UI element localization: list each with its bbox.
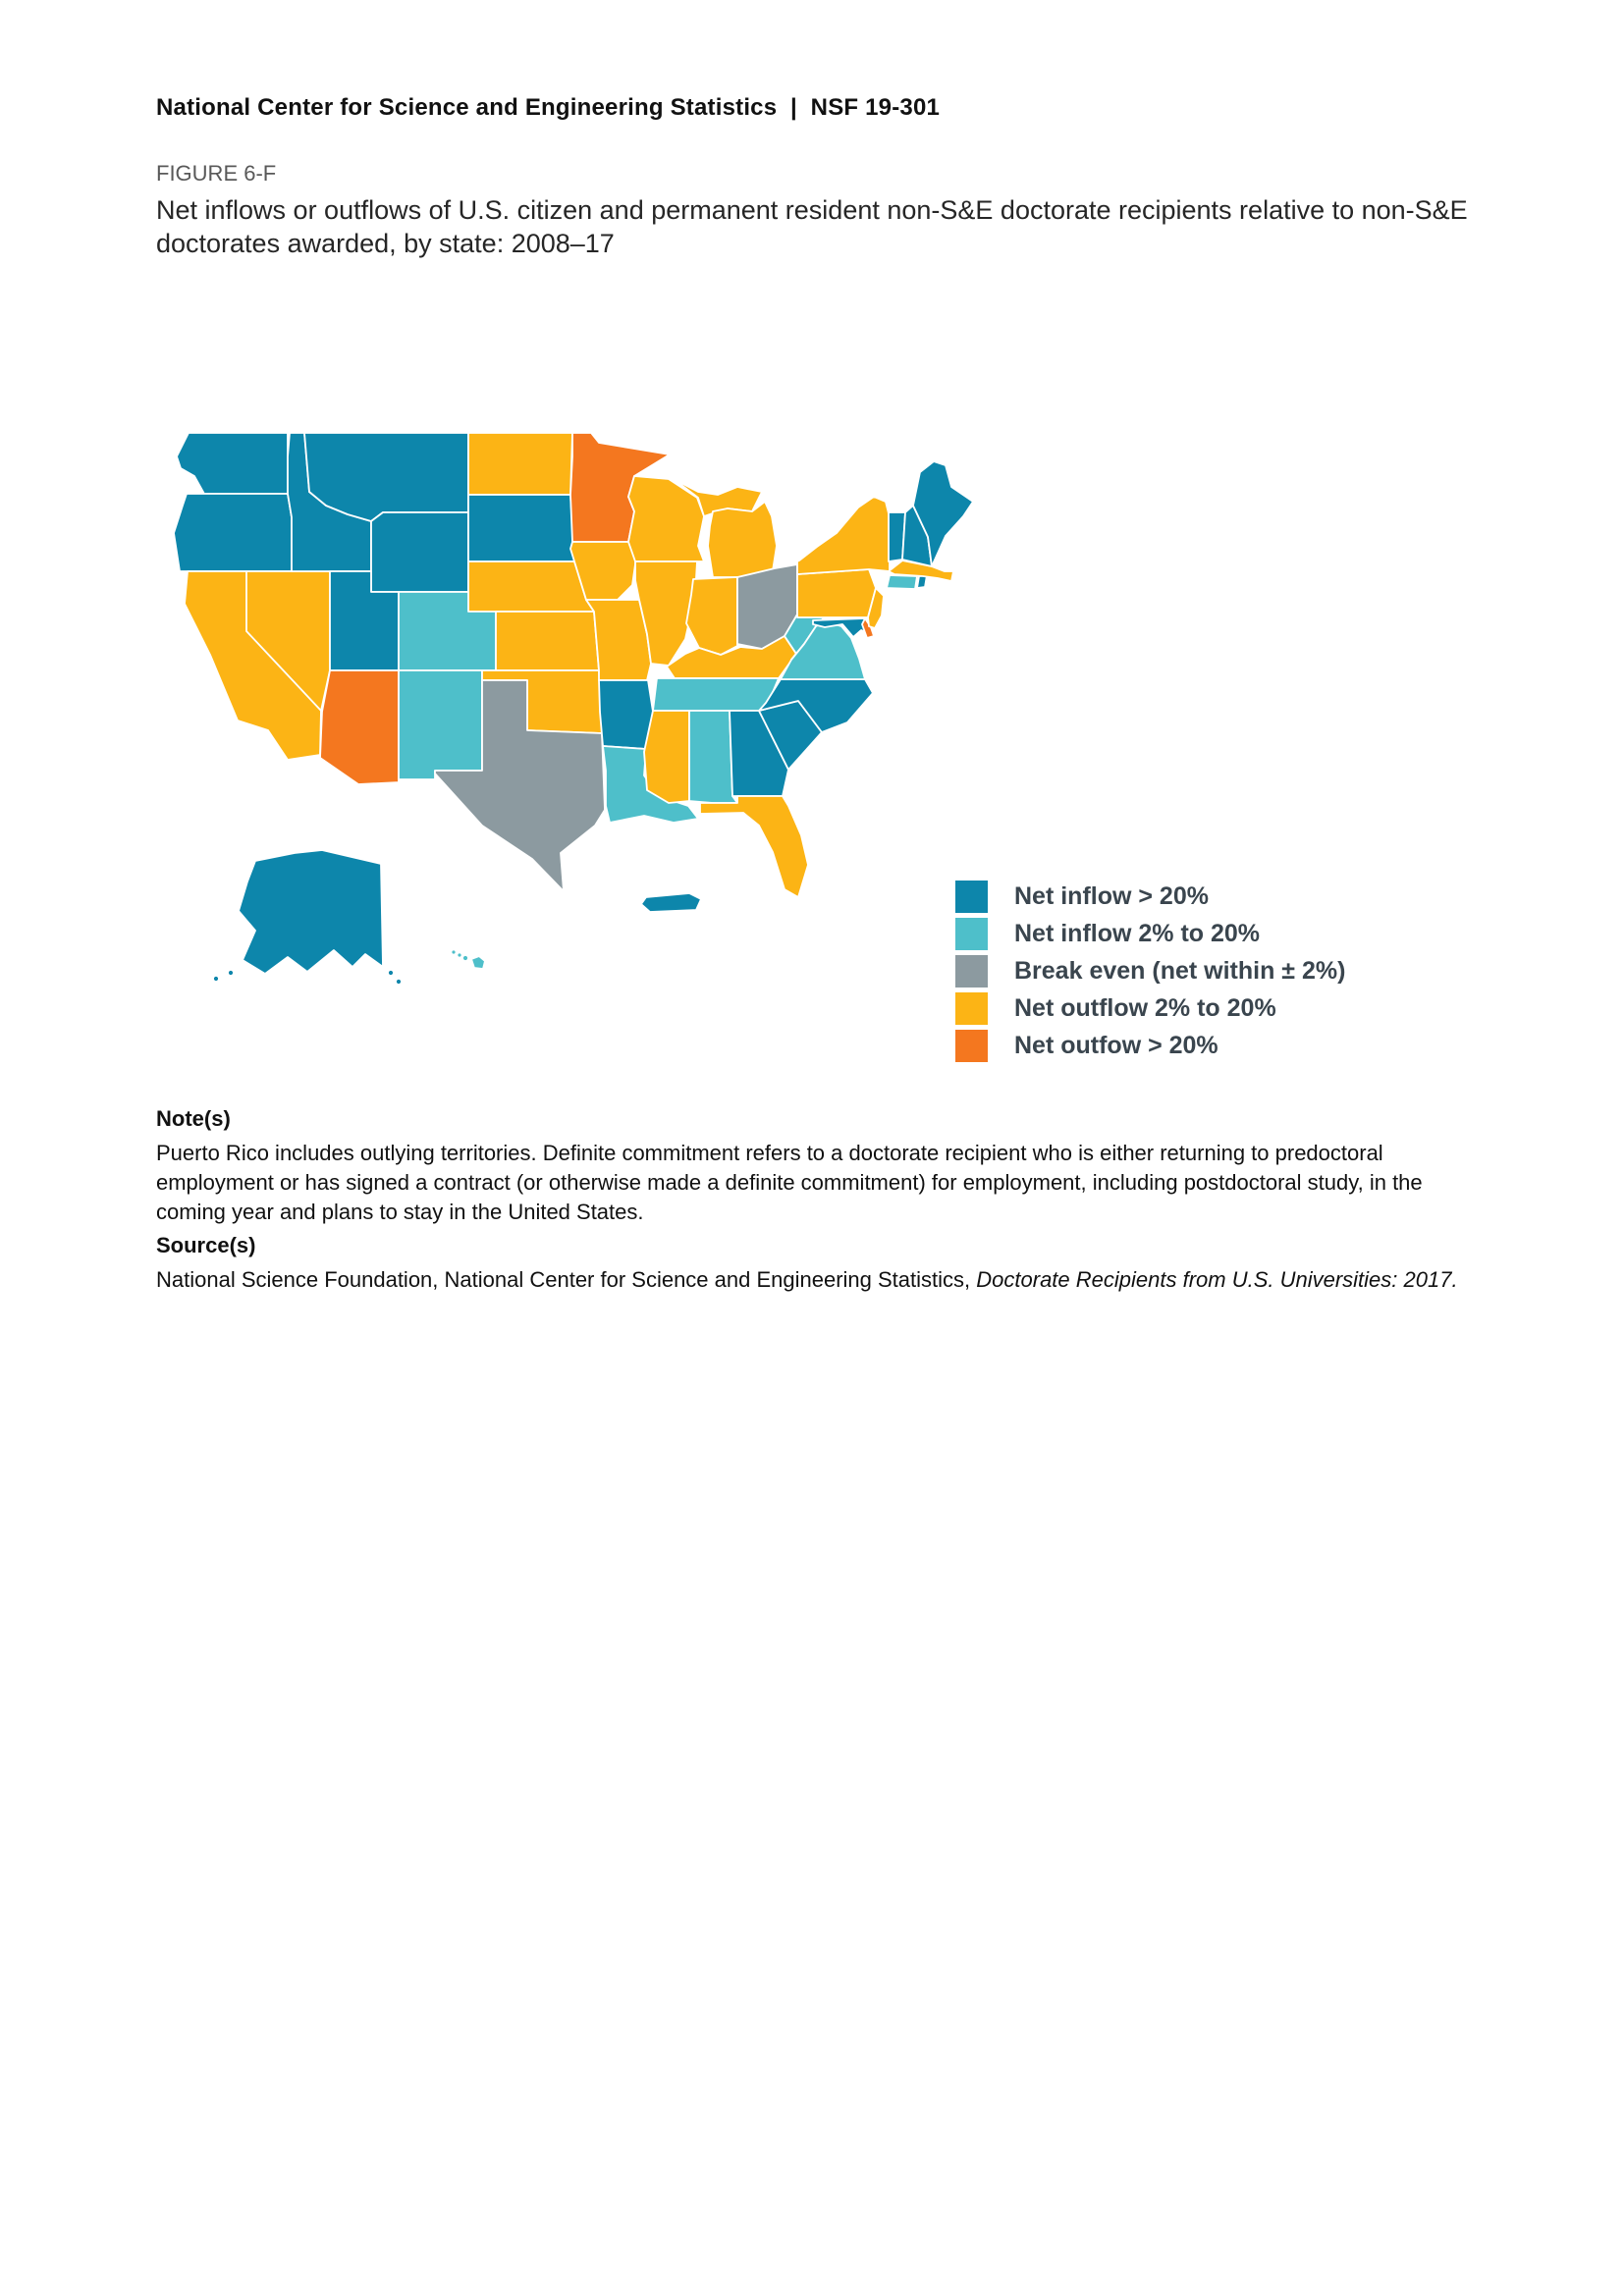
figure-label: FIGURE 6-F — [156, 161, 277, 186]
state-kansas — [496, 612, 599, 670]
map-legend — [955, 881, 1345, 1067]
us-choropleth-map — [147, 417, 994, 1018]
legend-item — [955, 992, 1345, 1025]
legend-swatch-net-inflow-gt-20 — [955, 881, 988, 913]
insets — [213, 850, 701, 985]
source-body — [156, 1265, 1491, 1295]
state-alaska — [213, 850, 402, 985]
legend-swatch-net-outflow-gt-20 — [955, 1030, 988, 1062]
state-oregon — [174, 494, 292, 571]
state-indiana — [686, 577, 737, 655]
legend-swatch-net-inflow-2-20 — [955, 918, 988, 950]
legend-swatch-break-even — [955, 955, 988, 988]
legend-label: Net outflow 2% to 20% — [1014, 994, 1276, 1022]
source-heading: Source(s) — [156, 1233, 256, 1257]
legend-item — [955, 918, 1345, 950]
legend-label: Net inflow 2% to 20% — [1014, 920, 1261, 947]
legend-item — [955, 1030, 1345, 1062]
state-nebraska — [468, 561, 594, 612]
notes-body: Puerto Rico includes outlying territories. Definite commitment refers to a doctorate recipient who is either returning to predoctoral employment or has signed a contract (or otherwise made a definite commitment) for employment, including postdoctoral study, in the coming year and plans to stay in the United States. — [156, 1141, 1423, 1224]
state-connecticut — [887, 575, 917, 589]
legend-item — [955, 881, 1345, 913]
legend-label: Net outfow > 20% — [1014, 1032, 1218, 1059]
legend-swatch-net-outflow-2-20 — [955, 992, 988, 1025]
figure-title: Net inflows or outflows of U.S. citizen and permanent resident non-S&E doctorate recipients relative to non-S&E doctorates awarded, by state: 2008–17 — [156, 195, 1468, 258]
state-arkansas — [599, 680, 653, 749]
state-new-mexico — [399, 670, 482, 779]
state-arizona — [320, 670, 399, 784]
page-header: National Center for Science and Engineering Statistics | NSF 19-301 — [156, 94, 941, 121]
legend-item — [955, 955, 1345, 988]
state-pennsylvania — [797, 569, 876, 617]
legend-label: Break even (net within ± 2%) — [1014, 957, 1346, 985]
state-hawaii — [452, 950, 486, 970]
us-map-svg — [147, 417, 994, 1018]
state-tennessee — [653, 678, 779, 711]
territory-puerto-rico — [641, 893, 701, 912]
source-text: National Science Foundation, National Center for Science and Engineering Statistics, — [156, 1267, 977, 1292]
legend-label: Net inflow > 20% — [1014, 882, 1209, 910]
state-florida — [700, 796, 808, 897]
mainland — [174, 433, 973, 897]
state-north-dakota — [468, 433, 572, 495]
notes-heading: Note(s) — [156, 1106, 231, 1131]
state-south-dakota — [468, 495, 574, 561]
state-wyoming — [371, 512, 468, 592]
source-citation-italic: Doctorate Recipients from U.S. Universities: 2017. — [976, 1267, 1458, 1292]
state-washington — [177, 433, 288, 494]
state-mississippi — [644, 711, 689, 803]
